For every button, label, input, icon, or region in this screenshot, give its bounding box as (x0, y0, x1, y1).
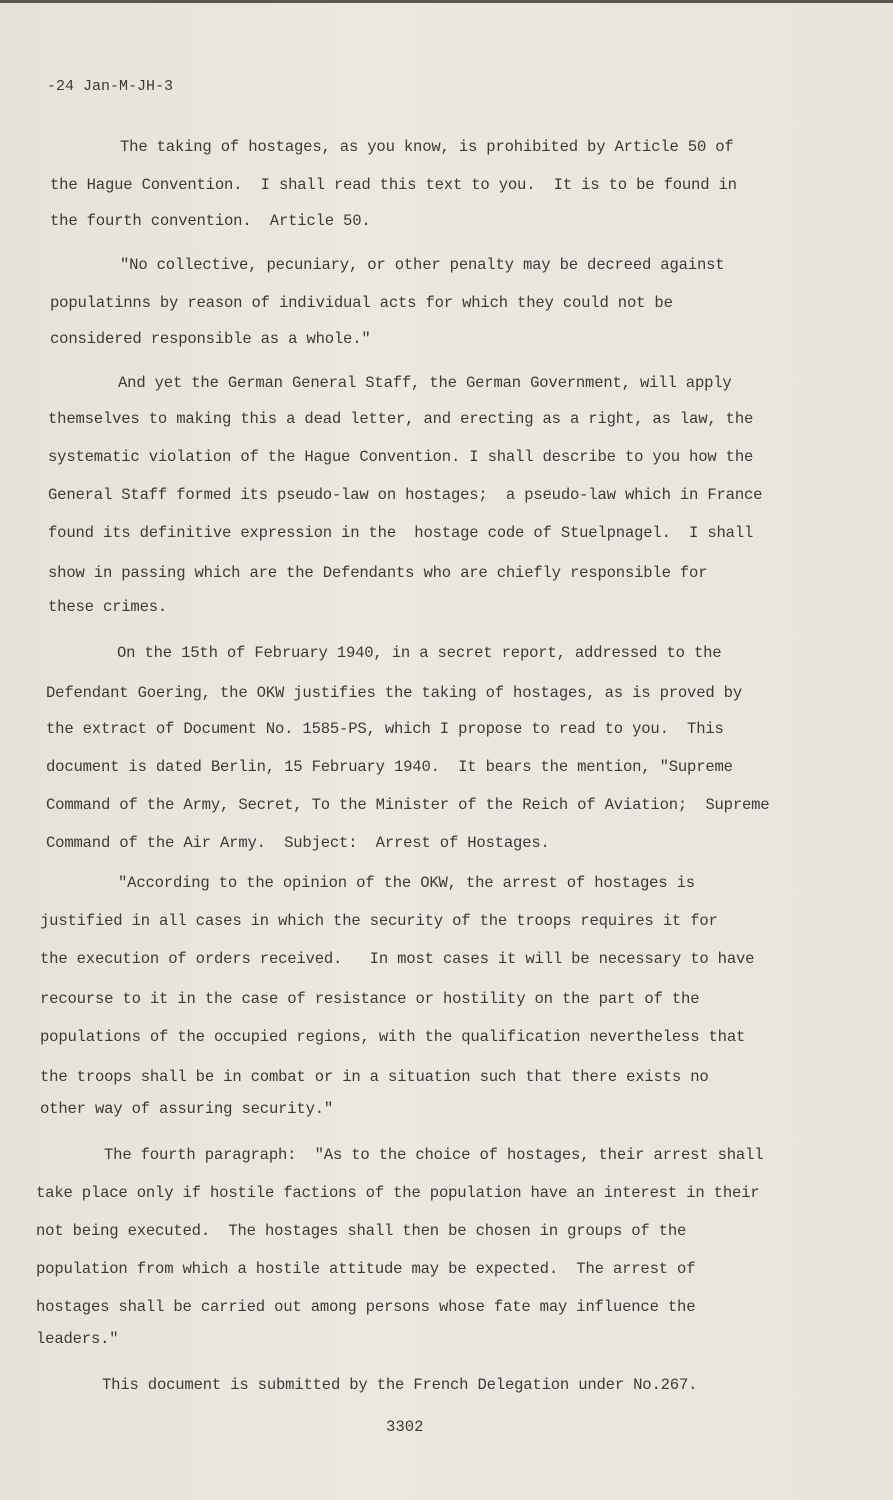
text-line: themselves to making this a dead letter, and erecting as a right, as law, the (48, 410, 754, 428)
text-line: "No collective, pecuniary, or other penalty may be decreed against (120, 256, 725, 274)
text-line: populations of the occupied regions, with the qualification nevertheless that (40, 1028, 746, 1046)
text-line: the execution of orders received. In most cases it will be necessary to have (40, 950, 755, 968)
document-reference: -24 Jan-M-JH-3 (47, 78, 174, 95)
text-line: General Staff formed its pseudo-law on hostages; a pseudo-law which in France (48, 486, 763, 504)
text-line: recourse to it in the case of resistance or hostility on the part of the (40, 990, 700, 1008)
text-line: And yet the German General Staff, the German Government, will apply (118, 374, 732, 392)
text-line: On the 15th of February 1940, in a secret report, addressed to the (117, 644, 722, 662)
text-line: systematic violation of the Hague Convention. I shall describe to you how the (48, 448, 754, 466)
text-line: document is dated Berlin, 15 February 1940. It bears the mention, "Supreme (46, 758, 733, 776)
text-line: the Hague Convention. I shall read this text to you. It is to be found in (50, 176, 737, 194)
text-line: The taking of hostages, as you know, is prohibited by Article 50 of (120, 138, 734, 156)
text-line: Command of the Air Army. Subject: Arrest of Hostages. (46, 834, 550, 852)
text-line: the troops shall be in combat or in a situation such that there exists no (40, 1068, 709, 1086)
text-line: leaders." (36, 1330, 119, 1348)
text-line: not being executed. The hostages shall then be chosen in groups of the (36, 1222, 687, 1240)
text-line: The fourth paragraph: "As to the choice of hostages, their arrest shall (104, 1146, 764, 1164)
text-line: considered responsible as a whole." (50, 330, 371, 348)
page-edge (0, 0, 893, 3)
page-number: 3302 (386, 1418, 424, 1436)
text-line: justified in all cases in which the security of the troops requires it for (40, 912, 718, 930)
text-line: show in passing which are the Defendants who are chiefly responsible for (48, 564, 708, 582)
text-line: Defendant Goering, the OKW justifies the taking of hostages, as is proved by (46, 684, 742, 702)
text-line: "According to the opinion of the OKW, the arrest of hostages is (118, 874, 695, 892)
text-line: these crimes. (48, 598, 168, 616)
text-line: population from which a hostile attitude may be expected. The arrest of (36, 1260, 696, 1278)
text-line: the extract of Document No. 1585-PS, which I propose to read to you. This (46, 720, 724, 738)
text-line: hostages shall be carried out among persons whose fate may influence the (36, 1298, 696, 1316)
text-line: take place only if hostile factions of the population have an interest in their (36, 1184, 760, 1202)
text-line: found its definitive expression in the hostage code of Stuelpnagel. I shall (48, 524, 754, 542)
text-line: other way of assuring security." (40, 1100, 334, 1118)
text-line: the fourth convention. Article 50. (50, 212, 371, 230)
text-line: Command of the Army, Secret, To the Minister of the Reich of Aviation; Supreme (46, 796, 770, 814)
text-line: populatinns by reason of individual acts for which they could not be (50, 294, 673, 312)
text-line: This document is submitted by the French Delegation under No.267. (102, 1376, 698, 1394)
